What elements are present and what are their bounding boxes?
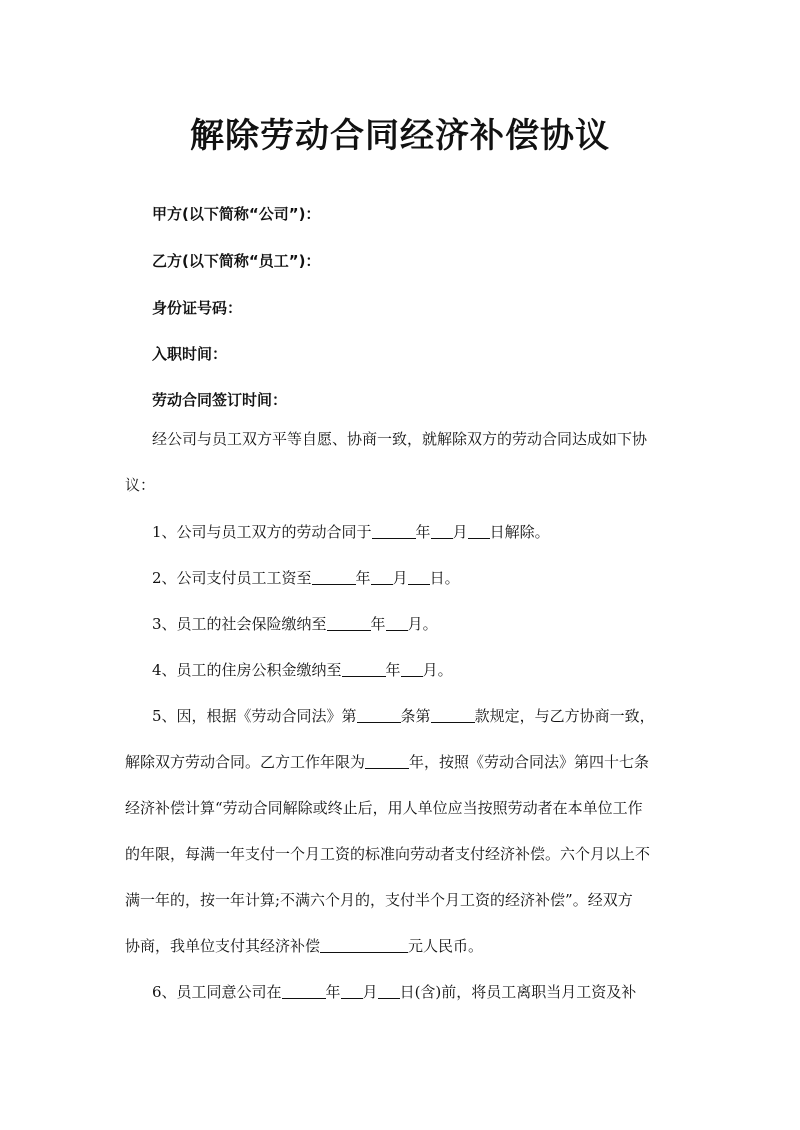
clause-1-text-a: 1、公司与员工双方的劳动合同于 (152, 523, 372, 541)
clause-5-line-6 (125, 935, 690, 956)
blank-year (282, 984, 326, 999)
clause-6-text-a: 6、员工同意公司在 (152, 983, 282, 1001)
clause-5-text-l2b: 年，按照《劳动合同法》第四十七条 (409, 753, 650, 771)
blank-years-worked (365, 754, 409, 769)
clause-5-line-5: 满一年的，按一年计算;不满六个月的，支付半个月工资的经济补偿”。经双方 (125, 891, 633, 909)
clause-2-text-c: 月 (392, 569, 408, 587)
clause-3-text-c: 月。 (407, 615, 438, 633)
clause-5-line-1 (152, 705, 717, 726)
blank-day (408, 570, 430, 585)
clause-4-text-a: 4、员工的住房公积金缴纳至 (152, 661, 342, 679)
blank-year (327, 616, 371, 631)
clause-3-text-a: 3、员工的社会保险缴纳至 (152, 615, 327, 633)
clause-1 (152, 521, 717, 542)
field-party-a: 甲方(以下简称“公司”)： (152, 205, 321, 223)
blank-year (312, 570, 356, 585)
field-hire-date: 入职时间： (152, 345, 228, 363)
blank-month (341, 984, 363, 999)
clause-5-text-l2a: 解除双方劳动合同。乙方工作年限为 (125, 753, 366, 771)
blank-day (468, 524, 490, 539)
blank-month (371, 570, 393, 585)
blank-day (378, 984, 400, 999)
field-party-b: 乙方(以下简称“员工”)： (152, 252, 321, 270)
clause-3 (152, 613, 717, 634)
blank-month (386, 616, 408, 631)
clause-4-text-c: 月。 (422, 661, 453, 679)
clause-5-line-4: 的年限，每满一年支付一个月工资的标准向劳动者支付经济补偿。六个月以上不 (125, 845, 651, 863)
clause-2-text-b: 年 (355, 569, 371, 587)
clause-1-text-b: 年 (415, 523, 431, 541)
blank-article (357, 708, 401, 723)
clause-5-line-3: 经济补偿计算“劳动合同解除或终止后，用人单位应当按照劳动者在本单位工作 (125, 799, 643, 817)
document-title: 解除劳动合同经济补偿协议 (190, 116, 610, 156)
clause-2 (152, 567, 717, 588)
blank-compensation-amount (320, 938, 408, 953)
clause-5-text-l1c: 款规定，与乙方协商一致， (474, 707, 655, 725)
clause-5-text-l6b: 元人民币。 (408, 937, 484, 955)
field-id-number: 身份证号码： (152, 299, 243, 317)
blank-year (372, 524, 416, 539)
blank-paragraph (431, 708, 475, 723)
intro-line-2: 议： (125, 476, 156, 494)
clause-6-text-b: 年 (325, 983, 341, 1001)
clause-6 (152, 981, 717, 1002)
blank-month (431, 524, 453, 539)
blank-month (401, 662, 423, 677)
clause-6-text-c: 月 (362, 983, 378, 1001)
clause-5-text-l1a: 5、因，根据《劳动合同法》第 (152, 707, 357, 725)
clause-6-text-d: 日(含)前，将员工离职当月工资及补 (399, 983, 637, 1001)
field-contract-sign-date: 劳动合同签订时间： (152, 391, 288, 409)
clause-1-text-c: 月 (452, 523, 468, 541)
clause-4-text-b: 年 (385, 661, 401, 679)
clause-3-text-b: 年 (370, 615, 386, 633)
clause-1-text-d: 日解除。 (489, 523, 550, 541)
clause-5-text-l6a: 协商，我单位支付其经济补偿 (125, 937, 321, 955)
clause-2-text-d: 日。 (429, 569, 460, 587)
intro-line-1: 经公司与员工双方平等自愿、协商一致，就解除双方的劳动合同达成如下协 (152, 430, 648, 448)
clause-2-text-a: 2、公司支付员工工资至 (152, 569, 312, 587)
clause-5-line-2 (125, 751, 690, 772)
blank-year (342, 662, 386, 677)
clause-5-text-l1b: 条第 (400, 707, 431, 725)
clause-4 (152, 659, 717, 680)
